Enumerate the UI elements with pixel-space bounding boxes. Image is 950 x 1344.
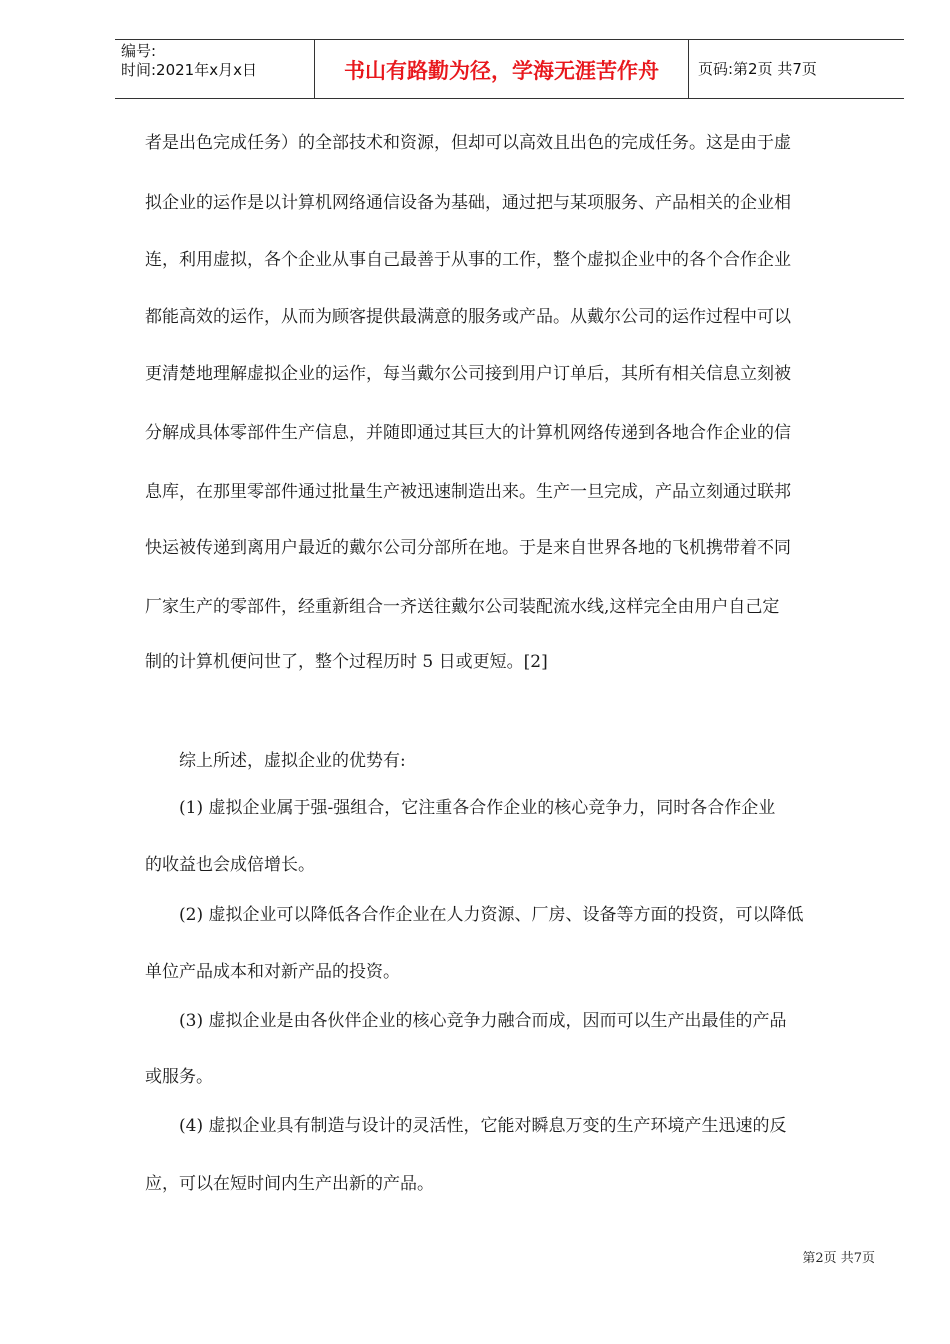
body-line: 拟企业的运作是以计算机网络通信设备为基础，通过把与某项服务、产品相关的企业相 (145, 193, 791, 213)
page-header (115, 39, 904, 99)
body-line: 厂家生产的零部件，经重新组合一齐送往戴尔公司装配流水线,这样完全由用户自己定 (145, 597, 780, 617)
advantage-item-3-continuation: 或服务。 (145, 1067, 213, 1087)
advantage-item-4-continuation: 应，可以在短时间内生产出新的产品。 (145, 1174, 434, 1194)
header-meta-cell (115, 40, 315, 98)
header-motto-cell (315, 40, 689, 98)
body-line: 息库，在那里零部件通过批量生产被迅速制造出来。生产一旦完成，产品立刻通过联邦 (145, 482, 791, 502)
header-motto: 书山有路勤为径，学海无涯苦作舟 (344, 59, 659, 83)
advantage-item-1-continuation: 的收益也会成倍增长。 (145, 855, 315, 875)
summary-intro: 综上所述，虚拟企业的优势有: (179, 751, 406, 771)
body-line: 更清楚地理解虚拟企业的运作，每当戴尔公司接到用户订单后，其所有相关信息立刻被 (145, 364, 791, 384)
advantage-item-4: (4) 虚拟企业具有制造与设计的灵活性，它能对瞬息万变的生产环境产生迅速的反 (179, 1116, 787, 1136)
advantage-item-2-continuation: 单位产品成本和对新产品的投资。 (145, 962, 400, 982)
advantage-item-3: (3) 虚拟企业是由各伙伴企业的核心竞争力融合而成，因而可以生产出最佳的产品 (179, 1011, 787, 1031)
body-line: 制的计算机便问世了，整个过程历时 5 日或更短。[2] (145, 652, 548, 672)
document-time-label: 时间:2021年x月x日 (121, 61, 257, 79)
body-line: 连，利用虚拟，各个企业从事自己最善于从事的工作，整个虚拟企业中的各个合作企业 (145, 250, 791, 270)
body-line: 快运被传递到离用户最近的戴尔公司分部所在地。于是来自世界各地的飞机携带着不同 (145, 538, 791, 558)
body-line: 者是出色完成任务）的全部技术和资源，但却可以高效且出色的完成任务。这是由于虚 (145, 133, 791, 153)
advantage-item-1: (1) 虚拟企业属于强-强组合，它注重各合作企业的核心竞争力，同时各合作企业 (179, 798, 776, 818)
body-line: 分解成具体零部件生产信息，并随即通过其巨大的计算机网络传递到各地合作企业的信 (145, 423, 791, 443)
advantage-item-2: (2) 虚拟企业可以降低各合作企业在人力资源、厂房、设备等方面的投资，可以降低 (179, 905, 804, 925)
body-line: 都能高效的运作，从而为顾客提供最满意的服务或产品。从戴尔公司的运作过程中可以 (145, 307, 791, 327)
header-page-info: 页码:第2页 共7页 (698, 60, 817, 78)
document-number-label: 编号: (121, 42, 157, 60)
footer-page-number: 第2页 共7页 (802, 1251, 875, 1266)
header-page-cell (689, 40, 904, 98)
